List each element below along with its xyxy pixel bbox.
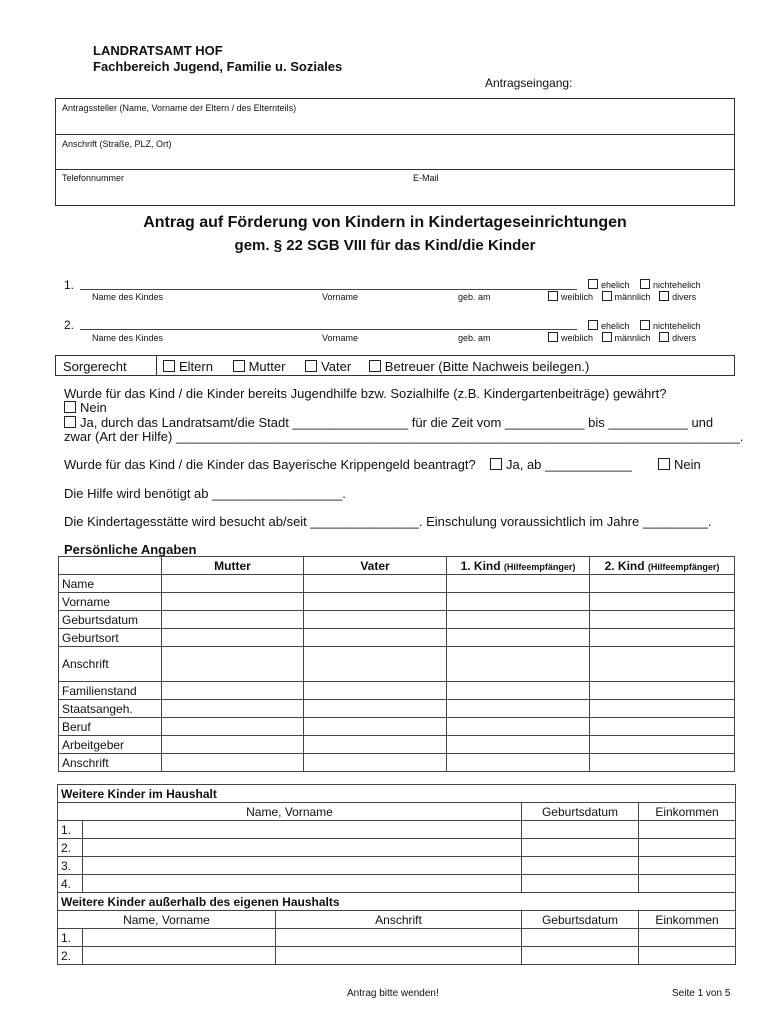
department-name: Fachbereich Jugend, Familie u. Soziales bbox=[93, 59, 343, 74]
row-number: 2. bbox=[58, 839, 83, 857]
cell[interactable] bbox=[304, 629, 447, 647]
daycare-start: Die Kindertagesstätte wird besucht ab/seit _______________. Einschulung voraussichtlich im Jahre _________. bbox=[64, 514, 712, 529]
cell[interactable] bbox=[162, 611, 304, 629]
cell[interactable] bbox=[590, 682, 735, 700]
household-table bbox=[57, 784, 736, 965]
cell[interactable] bbox=[590, 700, 735, 718]
applicant-box bbox=[55, 98, 735, 206]
cell[interactable] bbox=[522, 857, 639, 875]
prior-aid-no bbox=[64, 400, 107, 415]
cell[interactable] bbox=[83, 839, 522, 857]
child-entry-line[interactable] bbox=[80, 289, 577, 290]
cell[interactable] bbox=[447, 647, 590, 682]
krippengeld-yes-checkbox[interactable] bbox=[490, 458, 502, 470]
cell[interactable] bbox=[276, 929, 522, 947]
eltern-label: Eltern bbox=[179, 359, 213, 374]
nichtehelich-label: nichtehelich bbox=[653, 321, 701, 331]
divers-checkbox[interactable] bbox=[659, 332, 669, 342]
cell[interactable] bbox=[162, 575, 304, 593]
col-dob: Geburtsdatum bbox=[522, 911, 639, 929]
personal-table bbox=[58, 556, 735, 772]
row-number: 3. bbox=[58, 857, 83, 875]
address-label: Anschrift (Straße, PLZ, Ort) bbox=[62, 139, 172, 149]
child-number: 2. bbox=[64, 318, 75, 332]
ehelich-checkbox[interactable] bbox=[588, 279, 598, 289]
custody-label: Sorgerecht bbox=[63, 359, 127, 374]
cell[interactable] bbox=[447, 611, 590, 629]
personal-heading: Persönliche Angaben bbox=[64, 542, 197, 557]
child-dob-label: geb. am bbox=[458, 292, 491, 302]
maennlich-checkbox[interactable] bbox=[602, 291, 612, 301]
cell[interactable] bbox=[447, 700, 590, 718]
cell[interactable] bbox=[522, 947, 639, 965]
row-label: Geburtsort bbox=[59, 629, 162, 647]
question-prior-aid: Wurde für das Kind / die Kinder bereits Jugendhilfe bzw. Sozialhilfe (z.B. Kindergartenbeiträge) gewährt? bbox=[64, 386, 667, 401]
cell[interactable] bbox=[162, 629, 304, 647]
cell[interactable] bbox=[447, 593, 590, 611]
prior-aid-yes bbox=[64, 415, 713, 430]
row-number: 2. bbox=[58, 947, 83, 965]
phone-label: Telefonnummer bbox=[62, 173, 125, 183]
row-number: 1. bbox=[58, 929, 83, 947]
cell[interactable] bbox=[590, 575, 735, 593]
row-label: Beruf bbox=[59, 718, 162, 736]
divers-checkbox[interactable] bbox=[659, 291, 669, 301]
cell[interactable] bbox=[639, 821, 736, 839]
cell[interactable] bbox=[590, 611, 735, 629]
col-father: Vater bbox=[304, 557, 447, 575]
household-in-heading: Weitere Kinder im Haushalt bbox=[58, 785, 736, 803]
weiblich-label: weiblich bbox=[561, 292, 594, 302]
col-mother: Mutter bbox=[162, 557, 304, 575]
cell[interactable] bbox=[162, 647, 304, 682]
betreuer-label: Betreuer (Bitte Nachweis beilegen.) bbox=[384, 359, 590, 374]
legitimacy-options bbox=[588, 279, 701, 290]
cell[interactable] bbox=[162, 754, 304, 772]
cell[interactable] bbox=[639, 875, 736, 893]
cell[interactable] bbox=[639, 839, 736, 857]
cell[interactable] bbox=[590, 629, 735, 647]
child-name-label: Name des Kindes bbox=[92, 333, 164, 343]
krippengeld-no bbox=[658, 457, 701, 472]
row-label: Anschrift bbox=[59, 754, 162, 772]
prior-aid-no-label: Nein bbox=[80, 400, 107, 415]
mutter-label: Mutter bbox=[248, 359, 286, 374]
custody-options bbox=[163, 359, 589, 374]
krippengeld-yes-label: Ja, ab ____________ bbox=[506, 457, 632, 472]
child-firstname-label: Vorname bbox=[322, 333, 359, 343]
cell[interactable] bbox=[83, 947, 276, 965]
cell[interactable] bbox=[83, 821, 522, 839]
row-number: 4. bbox=[58, 875, 83, 893]
maennlich-checkbox[interactable] bbox=[602, 332, 612, 342]
page-number: Seite 1 von 5 bbox=[672, 988, 731, 999]
child-number: 1. bbox=[64, 278, 75, 292]
row-label: Name bbox=[59, 575, 162, 593]
col-child2: 2. Kind (Hilfeempfänger) bbox=[590, 557, 735, 575]
col-dob: Geburtsdatum bbox=[522, 803, 639, 821]
cell[interactable] bbox=[162, 736, 304, 754]
cell[interactable] bbox=[590, 593, 735, 611]
weiblich-checkbox[interactable] bbox=[548, 291, 558, 301]
cell[interactable] bbox=[83, 929, 276, 947]
nichtehelich-label: nichtehelich bbox=[653, 280, 701, 290]
col-name: Name, Vorname bbox=[58, 911, 276, 929]
cell[interactable] bbox=[304, 682, 447, 700]
gender-options bbox=[548, 332, 696, 343]
authority-name: LANDRATSAMT HOF bbox=[93, 43, 223, 58]
cell[interactable] bbox=[590, 647, 735, 682]
col-income: Einkommen bbox=[639, 803, 736, 821]
cell[interactable] bbox=[304, 593, 447, 611]
nichtehelich-checkbox[interactable] bbox=[640, 279, 650, 289]
maennlich-label: männlich bbox=[614, 333, 651, 343]
applicant-label: Antragssteller (Name, Vorname der Eltern / des Elternteils) bbox=[62, 103, 297, 113]
cell[interactable] bbox=[447, 736, 590, 754]
child-firstname-label: Vorname bbox=[322, 292, 359, 302]
cell[interactable] bbox=[639, 947, 736, 965]
prior-aid-yes-checkbox[interactable] bbox=[64, 416, 76, 428]
cell[interactable] bbox=[83, 857, 522, 875]
email-label: E-Mail bbox=[413, 173, 439, 183]
question-krippengeld: Wurde für das Kind / die Kinder das Bayerische Krippengeld beantragt? bbox=[64, 457, 476, 472]
divers-label: divers bbox=[672, 333, 697, 343]
krippengeld-yes bbox=[490, 457, 632, 472]
ehelich-checkbox[interactable] bbox=[588, 320, 598, 330]
cell[interactable] bbox=[447, 629, 590, 647]
vater-label: Vater bbox=[321, 359, 352, 374]
mutter-checkbox[interactable] bbox=[233, 360, 245, 372]
col-name: Name, Vorname bbox=[58, 803, 522, 821]
krippengeld-no-label: Nein bbox=[674, 457, 701, 472]
cell[interactable] bbox=[639, 857, 736, 875]
cell[interactable] bbox=[162, 718, 304, 736]
gender-options bbox=[548, 291, 696, 302]
krippengeld-no-checkbox[interactable] bbox=[658, 458, 670, 470]
cell[interactable] bbox=[590, 718, 735, 736]
row-label: Staatsangeh. bbox=[59, 700, 162, 718]
personal-corner bbox=[59, 557, 162, 575]
cell[interactable] bbox=[162, 593, 304, 611]
cell[interactable] bbox=[590, 754, 735, 772]
legitimacy-options bbox=[588, 320, 701, 331]
cell[interactable] bbox=[83, 875, 522, 893]
cell[interactable] bbox=[304, 754, 447, 772]
cell[interactable] bbox=[590, 736, 735, 754]
cell[interactable] bbox=[447, 575, 590, 593]
cell[interactable] bbox=[304, 718, 447, 736]
vater-checkbox[interactable] bbox=[305, 360, 317, 372]
ehelich-label: ehelich bbox=[601, 280, 630, 290]
nichtehelich-checkbox[interactable] bbox=[640, 320, 650, 330]
col-income: Einkommen bbox=[639, 911, 736, 929]
cell[interactable] bbox=[304, 575, 447, 593]
row-label: Anschrift bbox=[59, 647, 162, 682]
cell[interactable] bbox=[447, 718, 590, 736]
weiblich-label: weiblich bbox=[561, 333, 594, 343]
col-address: Anschrift bbox=[276, 911, 522, 929]
betreuer-checkbox[interactable] bbox=[369, 360, 381, 372]
cell[interactable] bbox=[522, 821, 639, 839]
cell[interactable] bbox=[447, 682, 590, 700]
col-child1: 1. Kind (Hilfeempfänger) bbox=[447, 557, 590, 575]
cell[interactable] bbox=[162, 700, 304, 718]
prior-aid-kind: zwar (Art der Hilfe) ______________________________________________________________________________. bbox=[64, 429, 744, 444]
cell[interactable] bbox=[304, 611, 447, 629]
turn-page-note: Antrag bitte wenden! bbox=[347, 988, 439, 999]
row-label: Familienstand bbox=[59, 682, 162, 700]
child-entry-line[interactable] bbox=[80, 329, 577, 330]
row-number: 1. bbox=[58, 821, 83, 839]
cell[interactable] bbox=[276, 947, 522, 965]
child-dob-label: geb. am bbox=[458, 333, 491, 343]
cell[interactable] bbox=[304, 700, 447, 718]
divers-label: divers bbox=[672, 292, 697, 302]
row-label: Arbeitgeber bbox=[59, 736, 162, 754]
eltern-checkbox[interactable] bbox=[163, 360, 175, 372]
cell[interactable] bbox=[639, 929, 736, 947]
cell[interactable] bbox=[522, 875, 639, 893]
household-out-heading: Weitere Kinder außerhalb des eigenen Haushalts bbox=[58, 893, 736, 911]
receipt-label: Antragseingang: bbox=[485, 76, 573, 90]
prior-aid-yes-label: Ja, durch das Landratsamt/die Stadt ________________ für die Zeit vom ___________ bis ___________ und bbox=[80, 415, 714, 430]
form-subtitle: gem. § 22 SGB VIII für das Kind/die Kinder bbox=[234, 237, 536, 254]
cell[interactable] bbox=[522, 929, 639, 947]
ehelich-label: ehelich bbox=[601, 321, 630, 331]
custody-row bbox=[55, 355, 735, 376]
child-name-label: Name des Kindes bbox=[92, 292, 164, 302]
cell[interactable] bbox=[522, 839, 639, 857]
cell[interactable] bbox=[304, 736, 447, 754]
aid-needed-from: Die Hilfe wird benötigt ab __________________. bbox=[64, 486, 346, 501]
cell[interactable] bbox=[162, 682, 304, 700]
row-label: Vorname bbox=[59, 593, 162, 611]
row-label: Geburtsdatum bbox=[59, 611, 162, 629]
form-title: Antrag auf Förderung von Kindern in Kindertageseinrichtungen bbox=[143, 214, 627, 231]
cell[interactable] bbox=[304, 647, 447, 682]
weiblich-checkbox[interactable] bbox=[548, 332, 558, 342]
cell[interactable] bbox=[447, 754, 590, 772]
prior-aid-no-checkbox[interactable] bbox=[64, 401, 76, 413]
maennlich-label: männlich bbox=[614, 292, 651, 302]
